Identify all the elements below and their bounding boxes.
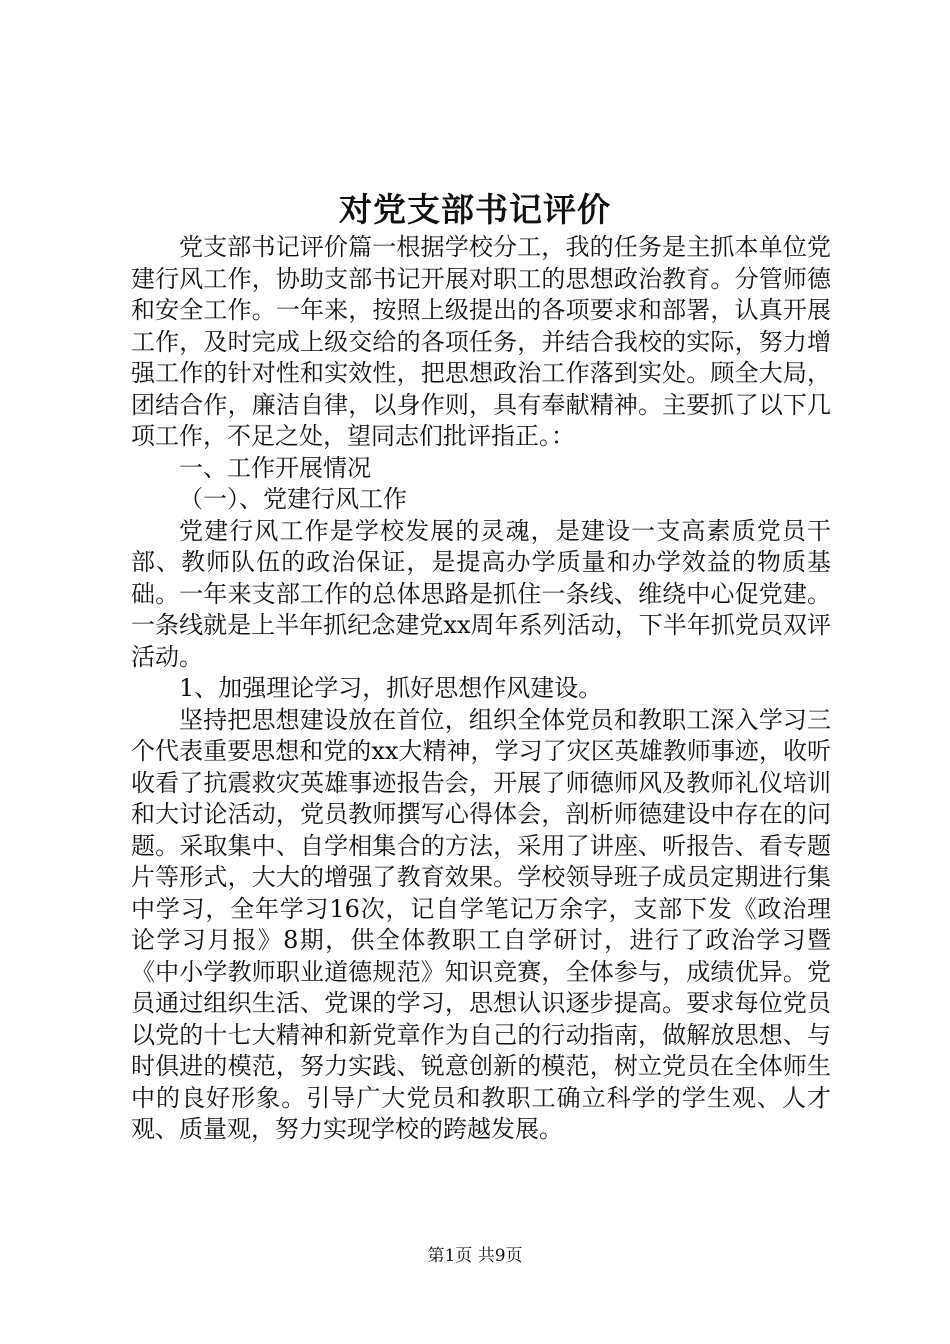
paragraph-theory-study: 坚持把思想建设放在首位，组织全体党员和教职工深入学习三个代表重要思想和党的xx大精神，学习了灾区英雄教师事迹，收听收看了抗震救灾英雄事迹报告会，开展了师德师风及教师礼仪培训和大讨论活动，党员教师撰写心得体会，剖析师德建设中存在的问题。采取集中、自学相集合的方法，采用了讲座、听报告、看专题片等形式，大大的增强了教育效果。学校领导班子成员定期进行集中学习，全年学习16次，记自学笔记万余字，支部下发《政治理论学习月报》8期，供全体教职工自学研讨，进行了政治学习暨《中小学教师职业道德规范》知识竞赛，全体参与，成绩优异。党员通过组织生活、党课的学习，思想认识逐步提高。要求每位党员以党的十七大精神和新党章作为自己的行动指南，做解放思想、与时俱进的模范，努力实践、锐意创新的模范，树立党员在全体师生中的良好形象。引导广大党员和教职工确立科学的学生观、人才观、质量观，努力实现学校的跨越发展。	[131, 705, 831, 1143]
item-heading-1: 1、加强理论学习，抓好思想作风建设。	[179, 674, 603, 702]
document-title: 对党支部书记评价	[339, 190, 611, 229]
document-body	[131, 232, 831, 1146]
subsection-heading-1: （一）、党建行风工作	[179, 485, 407, 513]
page-footer: 第1页 共9页	[427, 1246, 523, 1266]
section-heading-1: 一、工作开展情况	[179, 453, 371, 482]
paragraph-party-building: 党建行风工作是学校发展的灵魂，是建设一支高素质党员干部、教师队伍的政治保证，是提高办学质量和办学效益的物质基础。一年来支部工作的总体思路是抓住一条线、维绕中心促党建。一条线就是上半年抓纪念建党xx周年系列活动，下半年抓党员双评活动。	[131, 516, 831, 671]
paragraph-intro: 党支部书记评价篇一根据学校分工，我的任务是主抓本单位党建行风工作，协助支部书记开展对职工的思想政治教育。分管师德和安全工作。一年来，按照上级提出的各项要求和部署，认真开展工作，及时完成上级交给的各项任务，并结合我校的实际，努力增强工作的针对性和实效性，把思想政治工作落到实处。顾全大局，团结合作，廉洁自律，以身作则，具有奉献精神。主要抓了以下几项工作，不足之处，望同志们批评指正。：	[131, 233, 831, 450]
